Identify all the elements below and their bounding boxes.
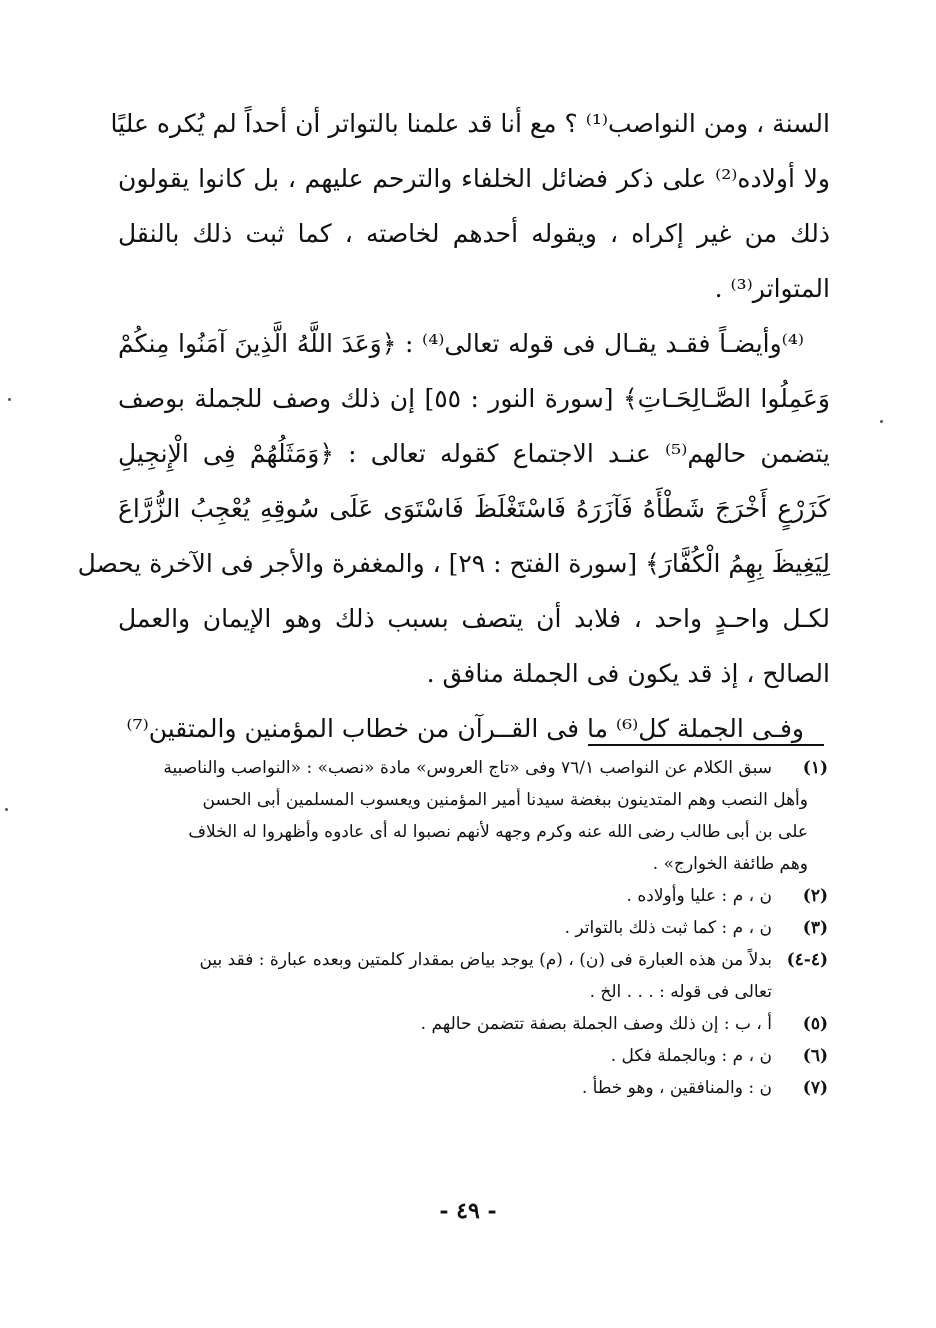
footnote-text: ن : والمنافقين ، وهو خطأ .	[581, 1078, 772, 1098]
footnote-1-continuation	[118, 784, 828, 816]
footnote-2	[118, 880, 828, 912]
footnote-text: ن ، م : عليا وأولاده .	[626, 886, 772, 906]
footnote-7	[118, 1072, 828, 1104]
footnote-1	[118, 752, 828, 784]
footnote-1-continuation	[118, 848, 828, 880]
body-line: ⁽⁴⁾وأيضـاً فقـد يقـال فى قوله تعالى⁽⁴⁾ : ﴿وَعَدَ اللَّهُ الَّذِينَ آمَنُوا مِنكُمْ	[118, 329, 804, 358]
footnote-number: (٦)	[802, 1046, 828, 1066]
body-line: وفـى الجملة كل⁽⁶⁾ ما فى القــرآن من خطاب المؤمنين والمتقين⁽⁷⁾	[126, 714, 804, 743]
footnote-text: أ ، ب : إن ذلك وصف الجملة بصفة تتضمن حالهم .	[420, 1014, 772, 1034]
footnote-number: (٧)	[802, 1078, 828, 1098]
footnote-separator	[588, 744, 824, 746]
footnote-number: (٣)	[802, 918, 828, 938]
footnotes	[118, 752, 828, 1104]
body-line: لكـل واحـدٍ واحد ، فلابد أن يتصف بسبب ذلك وهو الإيمان والعمل	[118, 604, 830, 633]
footnote-number: (٤-٤)	[786, 950, 828, 970]
body-line: ذلك من غير إكراه ، ويقوله أحدهم لخاصته ، كما ثبت ذلك بالنقل	[118, 219, 830, 248]
footnote-4-continuation	[118, 976, 828, 1008]
footnote-3	[118, 912, 828, 944]
footnote-number: (١)	[802, 758, 828, 778]
body-line: ولا أولاده⁽²⁾ على ذكر فضائل الخلفاء والترحم عليهم ، بل كانوا يقولون	[118, 164, 830, 193]
page-number: - ٤٩ -	[439, 1198, 497, 1224]
footnote-4	[118, 944, 828, 976]
footnote-text: بدلاً من هذه العبارة فى (ن) ، (م) يوجد بياض بمقدار كلمتين وبعده عبارة : فقد بين	[199, 950, 772, 970]
footnote-number: (٢)	[802, 886, 828, 906]
footnote-text: تعالى فى قوله : . . . الخ .	[589, 982, 772, 1002]
footnote-text: وهم طائفة الخوارج» .	[652, 854, 808, 874]
body-line: السنة ، ومن النواصب⁽¹⁾ ؟ مع أنا قد علمنا بالتواتر أن أحداً لم يُكره عليًا	[110, 109, 830, 138]
scan-speck	[8, 398, 11, 401]
footnote-6	[118, 1040, 828, 1072]
main-text	[77, 96, 831, 756]
footnote-text: ن ، م : وبالجملة فكل .	[610, 1046, 772, 1066]
footnote-text: وأهل النصب وهم المتدينون ببغضة سيدنا أمير المؤمنين ويعسوب المسلمين أبى الحسن	[202, 790, 808, 810]
body-line: لِيَغِيظَ بِهِمُ الْكُفَّارَ﴾ [سورة الفتح : ٢٩] ، والمغفرة والأجر فى الآخرة يحصل	[77, 549, 830, 578]
footnote-text: على بن أبى طالب رضى الله عنه وكرم وجهه لأنهم نصبوا له أى عادوه وأظهروا له الخلاف	[188, 822, 808, 842]
body-line: المتواتر⁽³⁾ .	[714, 274, 830, 303]
footnote-1-continuation	[118, 816, 828, 848]
footnote-text: سبق الكلام عن النواصب ٧٦/١ وفى «تاج العروس» مادة «نصب» : «النواصب والناصبية	[163, 758, 772, 778]
footnote-number: (٥)	[802, 1014, 828, 1034]
footnote-5	[118, 1008, 828, 1040]
body-line: الصالح ، إذ قد يكون فى الجملة منافق .	[426, 659, 830, 688]
body-line: كَزَرْعٍ أَخْرَجَ شَطْأَهُ فَآزَرَهُ فَاسْتَغْلَظَ فَاسْتَوَى عَلَى سُوقِهِ يُعْجِبُ الزُّرَّاعَ	[118, 494, 830, 523]
footnote-text: ن ، م : كما ثبت ذلك بالتواتر .	[564, 918, 772, 938]
body-line: وَعَمِلُوا الصَّـالِحَـاتِ﴾ [سورة النور : ٥٥] إن ذلك وصف للجملة بوصف	[118, 384, 831, 413]
body-line: يتضمن حالهم⁽⁵⁾ عنـد الاجتماع كقوله تعالى : ﴿وَمَثَلُهُمْ فِى الْإِنجِيلِ	[118, 439, 831, 468]
scan-speck	[880, 420, 883, 423]
scan-speck	[5, 808, 8, 811]
